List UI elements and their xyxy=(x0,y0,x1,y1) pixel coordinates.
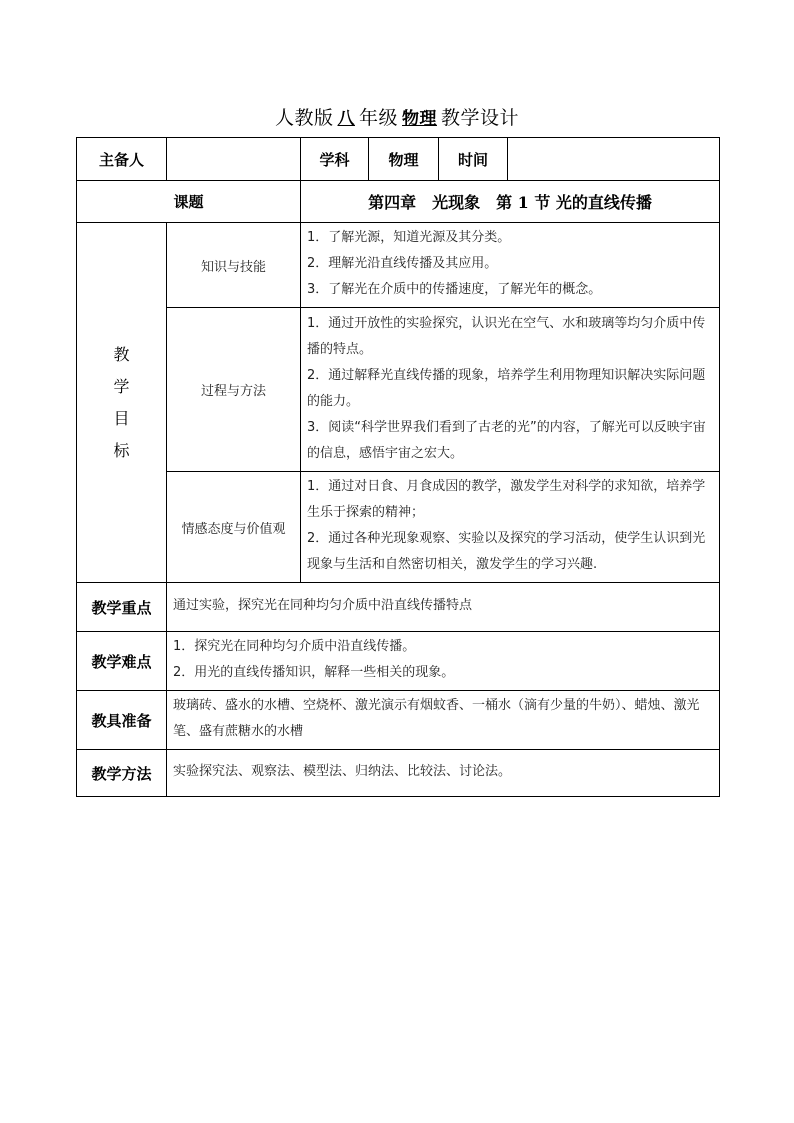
lesson-plan-table xyxy=(76,137,720,797)
method-label: 教学方法 xyxy=(77,750,167,797)
method-row xyxy=(77,750,720,797)
topic-label: 课题 xyxy=(77,181,301,223)
objectives-char: 标 xyxy=(113,440,130,460)
header-row xyxy=(77,138,720,181)
emotion-label: 情感态度与价值观 xyxy=(167,472,301,583)
process-content xyxy=(301,308,720,472)
title-grade-suffix: 年级 xyxy=(358,107,398,129)
title-suffix: 教学设计 xyxy=(441,107,520,129)
title-subject: 物理 xyxy=(402,109,437,129)
objectives-char: 教 xyxy=(113,344,130,364)
process-item: 2．通过解释光直线传播的现象，培养学生利用物理知识解决实际问题的能力。 xyxy=(307,367,706,409)
key-point-text: 通过实验，探究光在同种均匀介质中沿直线传播特点 xyxy=(167,583,720,632)
preparer-value xyxy=(167,138,301,181)
knowledge-item: 2．理解光沿直线传播及其应用。 xyxy=(307,256,498,271)
title-prefix: 人教版 xyxy=(274,107,334,129)
emotion-content xyxy=(301,472,720,583)
process-item: 3．阅读“科学世界我们看到了古老的光”的内容，了解光可以反映宇宙的信息，感悟宇宙之宏大。 xyxy=(307,419,706,461)
key-point-row xyxy=(77,583,720,632)
knowledge-item: 3．了解光在介质中的传播速度，了解光年的概念。 xyxy=(307,282,602,297)
process-item: 1．通过开放性的实验探究，认识光在空气、水和玻璃等均匀介质中传播的特点。 xyxy=(307,315,706,357)
objective-emotion-row xyxy=(77,472,720,583)
knowledge-label: 知识与技能 xyxy=(167,223,301,308)
time-value xyxy=(508,138,720,181)
objective-knowledge-row xyxy=(77,223,720,308)
subject-value: 物理 xyxy=(369,138,439,181)
difficulty-label: 教学难点 xyxy=(77,632,167,691)
topic-row xyxy=(77,181,720,223)
knowledge-content xyxy=(301,223,720,308)
objectives-label xyxy=(77,223,167,583)
equipment-text: 玻璃砖、盛水的水槽、空烧杯、激光演示有烟蚊香、一桶水（滴有少量的牛奶）、蜡烛、激光笔、盛有蔗糖水的水槽 xyxy=(167,691,720,750)
key-point-label: 教学重点 xyxy=(77,583,167,632)
emotion-item: 2．通过各种光现象观察、实验以及探究的学习活动，使学生认识到光现象与生活和自然密切相关，激发学生的学习兴趣. xyxy=(307,531,706,572)
objective-process-row xyxy=(77,308,720,472)
equipment-row xyxy=(77,691,720,750)
subject-label: 学科 xyxy=(301,138,369,181)
equipment-label: 教具准备 xyxy=(77,691,167,750)
time-label: 时间 xyxy=(439,138,508,181)
difficulty-item: 1．探究光在同种均匀介质中沿直线传播。 xyxy=(173,639,416,654)
document-title xyxy=(0,103,794,130)
emotion-item: 1．通过对日食、月食成因的教学，激发学生对科学的求知欲，培养学生乐于探索的精神； xyxy=(307,479,706,520)
topic-value: 第四章 光现象 第 1 节 光的直线传播 xyxy=(301,181,720,223)
method-text: 实验探究法、观察法、模型法、归纳法、比较法、讨论法。 xyxy=(167,750,720,797)
title-grade: 八 xyxy=(337,109,355,129)
preparer-label: 主备人 xyxy=(77,138,167,181)
difficulty-row xyxy=(77,632,720,691)
process-label: 过程与方法 xyxy=(167,308,301,472)
objectives-char: 目 xyxy=(113,408,130,428)
difficulty-content xyxy=(167,632,720,691)
objectives-char: 学 xyxy=(113,376,130,396)
difficulty-item: 2．用光的直线传播知识，解释一些相关的现象。 xyxy=(173,665,455,680)
knowledge-item: 1．了解光源，知道光源及其分类。 xyxy=(307,230,511,245)
